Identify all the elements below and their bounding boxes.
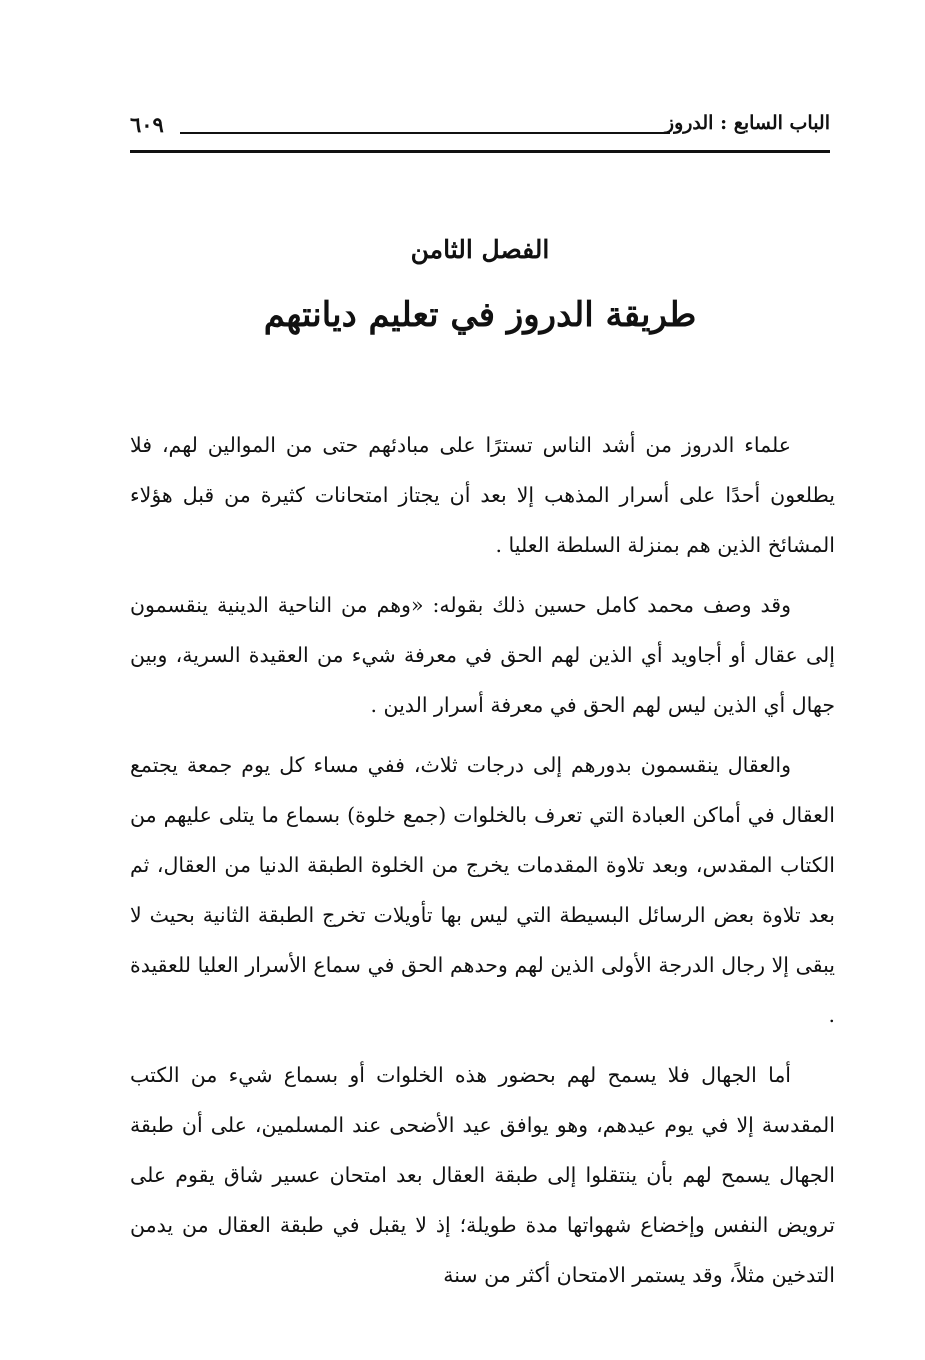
header-divider [130, 150, 830, 153]
paragraph: أما الجهال فلا يسمح لهم بحضور هذه الخلوات أو بسماع شيء من الكتب المقدسة إلا في يوم عيدهم، وهو يوافق عيد الأضحى عند المسلمين، على أن طبقة الجهال يسمح لهم بأن ينتقلوا إلى طبقة العقال بعد امتحان عسير شاق يقوم على ترويض النفس وإخضاع شهواتها مدة طويلة؛ إذ لا يقبل في طبقة العقال من يدمن التدخين مثلاً، وقد يستمر الامتحان أكثر من سنة [130, 1063, 835, 1287]
body-text [130, 420, 835, 1310]
header-leader-line [180, 132, 670, 134]
running-header-title: الباب السابع : الدروز [664, 112, 830, 134]
paragraph: والعقال ينقسمون بدورهم إلى درجات ثلاث، ففي مساء كل يوم جمعة يجتمع العقال في أماكن العبادة التي تعرف بالخلوات (جمع خلوة) بسماع ما يتلى عليهم من الكتاب المقدس، وبعد تلاوة المقدمات يخرج من الخلوة الطبقة الدنيا من العقال، ثم بعد تلاوة بعض الرسائل البسيطة التي ليس بها تأويلات تخرج الطبقة الثانية بحيث لا يبقى إلا رجال الدرجة الأولى الذين لهم وحدهم الحق في سماع الأسرار العليا للعقيدة . [130, 753, 835, 1027]
chapter-title: طريقة الدروز في تعليم ديانتهم [263, 295, 697, 335]
paragraph: وقد وصف محمد كامل حسين ذلك بقوله: «وهم من الناحية الدينية ينقسمون إلى عقال أو أجاويد أي الذين لهم الحق في معرفة شيء من العقيدة السرية، وبين جهال أي الذين ليس لهم الحق في معرفة أسرار الدين . [130, 593, 835, 717]
page-number: ٦٠٩ [130, 112, 164, 137]
running-header [130, 112, 830, 144]
paragraph: علماء الدروز من أشد الناس تسترًا على مبادئهم حتى من الموالين لهم، فلا يطلعون أحدًا على أسرار المذهب إلا بعد أن يجتاز امتحانات كثيرة من قبل هؤلاء المشائخ الذين هم بمنزلة السلطة العليا . [130, 433, 835, 557]
chapter-number-heading: الفصل الثامن [410, 235, 550, 264]
